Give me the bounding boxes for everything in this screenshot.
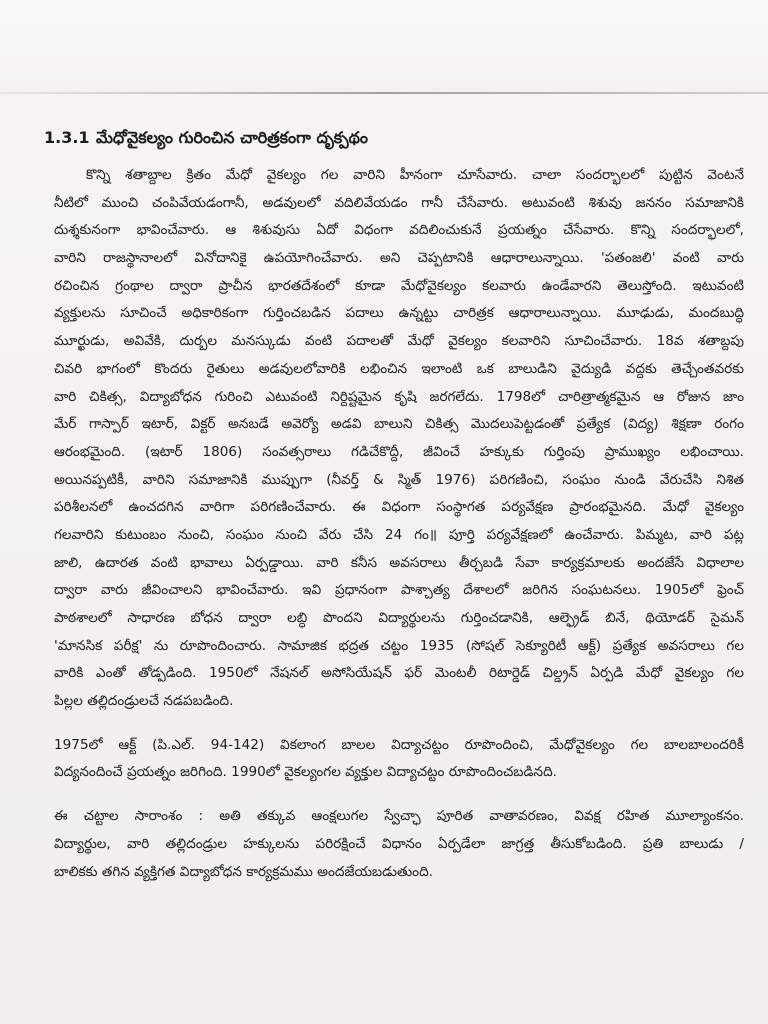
paragraph-history bbox=[54, 162, 744, 716]
text-line: 'మానసిక పరీక్ష' ను రూపొందించారు. సామాజిక భద్రత చట్టం 1935 (సోషల్ సెక్యూరిటీ ఆక్ట్) ప్రత్యేక అవసరాలు గల bbox=[54, 637, 744, 654]
section-number: 1.3.1 bbox=[44, 128, 90, 147]
section-heading bbox=[44, 128, 744, 151]
text-line: విద్యనందించే ప్రయత్నం జరిగింది. 1990లో వైకల్యంగల వ్యక్తుల విద్యాచట్టం రూపొందించబడినది. bbox=[54, 764, 558, 781]
page-top-margin bbox=[0, 0, 768, 92]
body-text bbox=[54, 162, 744, 886]
text-line: జాలి, ఉదారత వంటి భావాలు ఏర్పడ్డాయి. వారి కనీస అవసరాలు తీర్చబడి సేవా కార్యక్రమాలకు అందజేసే విధాలాల bbox=[54, 554, 744, 571]
text-line: 1975లో ఆక్ట్ (పి.ఎల్. 94-142) వికలాంగ బాలల విద్యాచట్టం రూపొందించి, మేధోవైకల్యం గల బాలబాలందరికీ bbox=[54, 736, 744, 753]
text-line: పిల్లల తల్లిదండ్రులచే నడపబడింది. bbox=[54, 693, 234, 710]
text-line: అయినప్పటికీ, వారిని సమాజానికి ముప్పుగా (నీవర్త్ & స్మిత్ 1976) పరిగణించి, సంఘం నుండి వేరుచేసి నిశిత bbox=[54, 471, 744, 488]
text-line: వ్యక్తులను సూచించే అధికారికంగా గుర్తించబడిన పదాలు ఉన్నట్టు చారిత్రక ఆధారాలున్నాయి. మూఢుడు, మందబుద్ధి bbox=[54, 305, 744, 322]
page-edge-shadow bbox=[0, 92, 768, 94]
text-line: మేర్ గాస్పార్ ఇటార్, విక్టర్ అనబడే అవెర్యో అడవి బాలుని చికిత్స మొదలుపెట్టడంతో ప్రత్యేక (విద్య) శిక్షణా రంగం bbox=[54, 416, 744, 433]
paragraph-act-1975 bbox=[54, 732, 744, 787]
text-line: మూర్ఖుడు, అవివేకి, దుర్బల మనస్కుడు వంటి పదాలతో మేధో వైకల్యం కలవారిని సూచించేవారు. 18వ శతాబ్దపు bbox=[54, 333, 744, 350]
text-line: విద్యార్థుల, వారి తల్లిదండ్రుల హక్కులను పరిరక్షించే విధానం ఏర్పడేలా జాగ్రత్త తీసుకోబడింది. ప్రతి బాలుడు / bbox=[54, 835, 744, 852]
text-line: బాలికకు తగిన వ్యక్తిగత విద్యాబోధన కార్యక్రమము అందజేయబడుతుంది. bbox=[54, 863, 433, 880]
text-line: పరిశీలనలో ఉంచదగిన వారిగా పరిగణించేవారు. ఈ విధంగా సంస్థాగత పర్యవేక్షణ ప్రారంభమైనది. మేధో వైకల్యం bbox=[54, 499, 744, 516]
text-line: ద్వారా వారు జీవించాలని భావించేవారు. ఇవి ప్రధానంగా పాశ్చాత్య దేశాలలో జరిగిన సంఘటనలు. 1905లో ఫ్రెంచ్ bbox=[54, 582, 744, 599]
text-line: కొన్ని శతాబ్దాల క్రితం మేధో వైకల్యం గల వారిని హీనంగా చూసేవారు. చాలా సందర్భాలలో పుట్టిన వెంటనే bbox=[86, 167, 744, 183]
paragraph-summary bbox=[54, 803, 744, 886]
text-line: దుశ్శకునంగా భావించేవారు. ఆ శిశువుసు ఏదో విధంగా వదిలించుకునే ప్రయత్నం చేసేవారు. కొన్ని సందర్భాలలో, bbox=[54, 222, 744, 239]
text-line: చివరి భాగంలో కొందరు రైతులు అడవులలోవారికి లభించిన ఇలాంటి ఒక బాలుడిని వైద్యుడి వద్దకు తెచ్చేంతవరకు bbox=[54, 360, 744, 377]
text-line: ఈ చట్టాల సారాంశం : అతి తక్కువ ఆంక్షలుగల స్వేచ్ఛా పూరిత వాతావరణం, వివక్ష రహిత మూల్యాంకనం. bbox=[54, 808, 744, 825]
text-line: నీటిలో ముంచి చంపివేయడంగానీ, అడవులలో వదిలివేయడం గానీ చేసేవారు. అటువంటి శిశువు జననం సమాజానికి bbox=[54, 194, 744, 211]
text-line: వారికి ఎంతో తోడ్పడింది. 1950లో నేషనల్ అసోసియేషన్ ఫర్ మెంటలీ రిటార్డెడ్ చిల్డ్రన్ ఏర్పడి మేధో వైకల్యం గల bbox=[54, 665, 744, 682]
text-line: రచించిన గ్రంథాల ద్వారా ప్రాచీన భారతదేశంలో కూడా మేధోవైకల్యం కలవారు ఉండేవారని తెలుస్తోంది. ఇటువంటి bbox=[54, 277, 744, 294]
text-line: వారి చికిత్స, విద్యాబోధన గురించి ఎటువంటి నిర్దిష్టమైన కృషి జరగలేదు. 1798లో చారిత్రాత్మకమైన ఆ రోజున జాం bbox=[54, 388, 744, 405]
text-line: వారిని రాజస్థానాలలో వినోదానికై ఉపయోగించేవారు. అని చెప్పటానికి ఆధారాలున్నాయి. 'పతంజలి' వంటి వారు bbox=[54, 250, 744, 267]
section-title: మేధోవైకల్యం గురించిన చారిత్రకంగా దృక్పథం bbox=[96, 128, 368, 147]
text-line: గలవారిని కుటుంబం నుంచి, సంఘం నుంచి వేరు చేసి 24 గం॥ పూర్తి పర్యవేక్షణలో ఉంచేవారు. పిమ్మట, వారి పట్ల bbox=[54, 526, 744, 543]
text-line: పాఠశాలలో సాధారణ బోధన ద్వారా లబ్ధి పొందని విద్యార్థులను గుర్తించడానికి, ఆల్ఫ్రెడ్ బినే, థియోడర్ సైమన్ bbox=[54, 610, 744, 626]
text-line: ఆరంభమైంది. (ఇటార్ 1806) సంవత్సరాలు గడిచేకొద్దీ, జీవించే హక్కుకు గుర్తింపు ప్రాముఖ్యం లభించాయి. bbox=[54, 443, 744, 460]
